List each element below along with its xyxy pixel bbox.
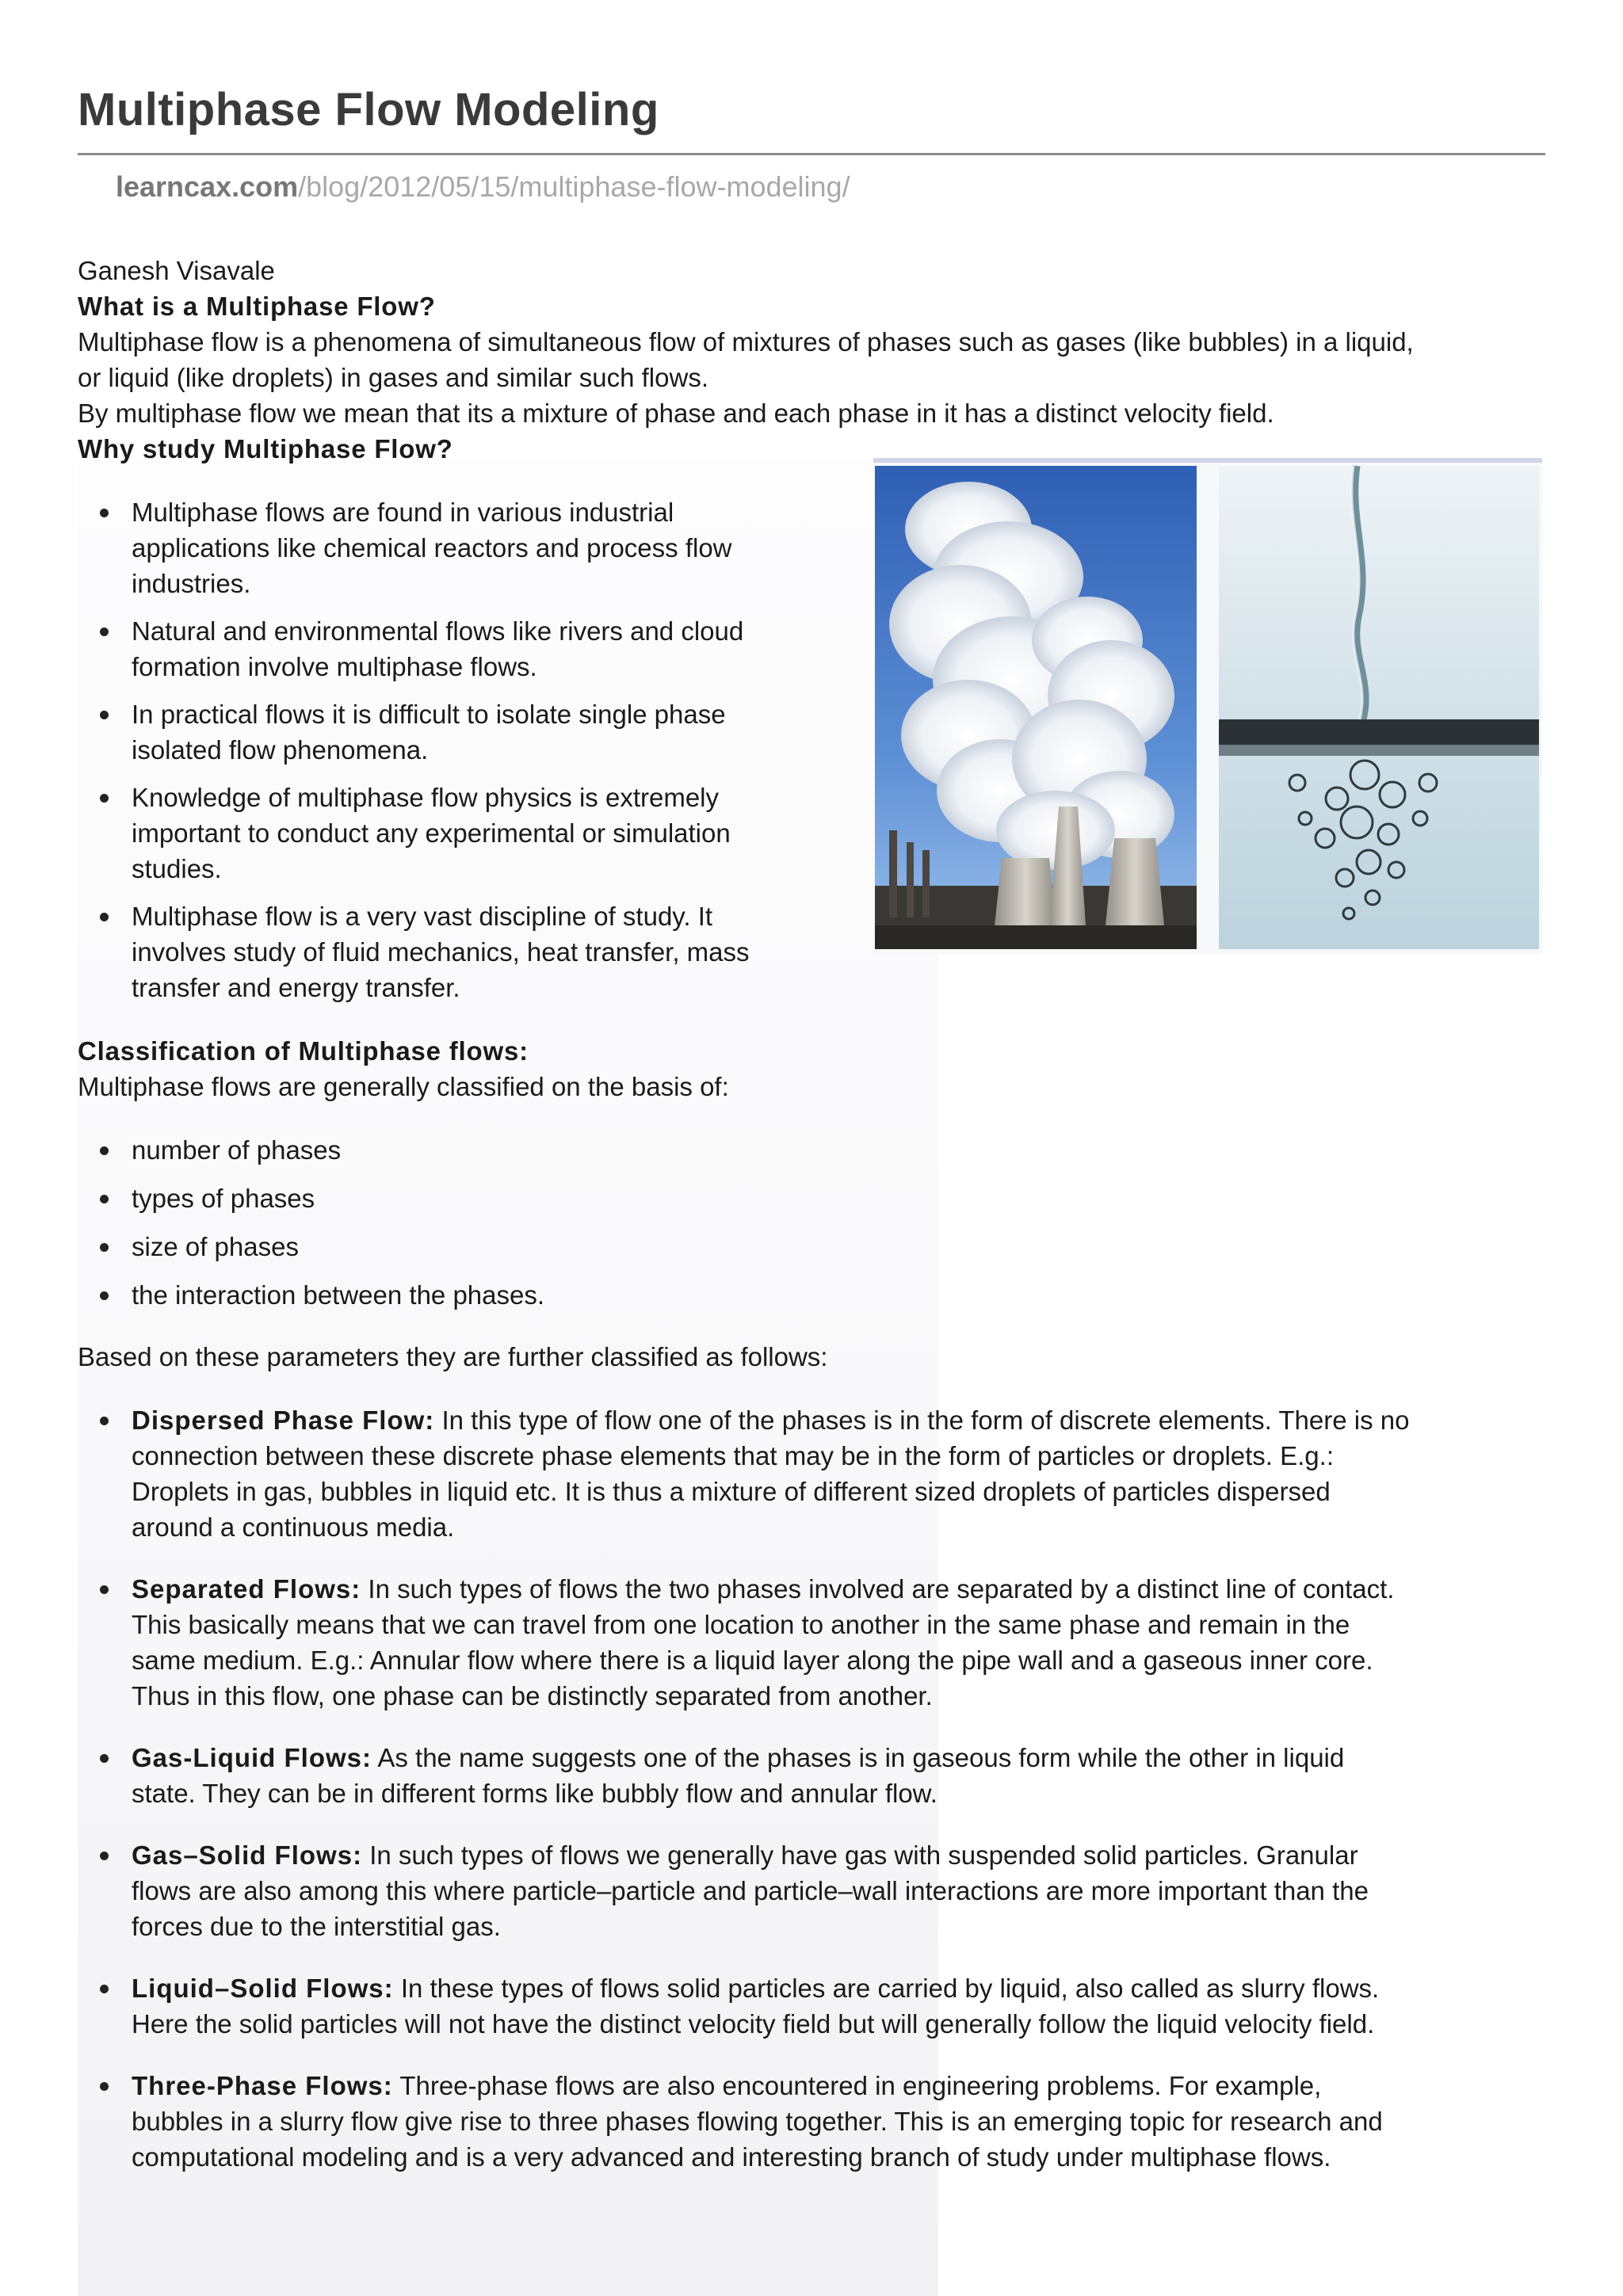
page-title: Multiphase Flow Modeling (78, 84, 659, 135)
item-text: As the name suggests one of the phases is in gaseous form while the other in liquid (372, 1743, 1345, 1772)
title-divider (78, 153, 1545, 155)
list-item-line: Multiphase flows are found in various industrial (132, 498, 674, 527)
heading-what-is: What is a Multiphase Flow? (78, 292, 436, 321)
item-text: bubbles in a slurry flow give rise to three phases flowing together. This is an emerging topic for research and (132, 2107, 1383, 2136)
item-text: In such types of flows we generally have gas with suspended solid particles. Granular (362, 1840, 1358, 1870)
item-label: Liquid–Solid Flows: (132, 1974, 394, 2003)
list-item (132, 1402, 1409, 1545)
item-label: Three-Phase Flows: (132, 2071, 393, 2100)
item-text: around a continuous media. (132, 1512, 455, 1542)
item-text: connection between these discrete phase elements that may be in the form of particles or droplets. E.g.: (132, 1441, 1335, 1470)
list-item: the interaction between the phases. (132, 1277, 544, 1313)
item-text: flows are also among this where particle–particle and particle–wall interactions are more important than the (132, 1876, 1369, 1905)
what-is-line: Multiphase flow is a phenomena of simultaneous flow of mixtures of phases such as gases (like bubbles) in a liquid, (78, 327, 1414, 357)
list-item (132, 494, 732, 601)
list-item-line: transfer and energy transfer. (132, 973, 460, 1002)
list-item-line: isolated flow phenomena. (132, 735, 429, 765)
classification-further: Based on these parameters they are further classified as follows: (78, 1342, 828, 1371)
item-text: In this type of flow one of the phases is in the form of discrete elements. There is no (434, 1405, 1410, 1435)
list-item (132, 1740, 1344, 1811)
item-text: Droplets in gas, bubbles in liquid etc. It is thus a mixture of different sized droplets of particles dispersed (132, 1477, 1331, 1506)
list-item (132, 696, 726, 768)
list-item-line: applications like chemical reactors and process flow (132, 533, 732, 563)
list-item: size of phases (132, 1229, 299, 1264)
item-text: This basically means that we can travel from one location to another in the same phase and remain in the (132, 1610, 1350, 1639)
list-item-line: important to conduct any experimental or simulation (132, 818, 731, 848)
item-text: computational modeling and is a very advanced and interesting branch of study under multiphase flows. (132, 2142, 1331, 2172)
list-item (132, 1837, 1369, 1944)
heading-classification: Classification of Multiphase flows: (78, 1036, 529, 1066)
list-item-line: In practical flows it is difficult to isolate single phase (132, 700, 726, 729)
list-item (132, 2068, 1383, 2175)
list-item-line: formation involve multiphase flows. (132, 652, 537, 681)
item-label: Gas–Solid Flows: (132, 1840, 363, 1870)
list-item-line: involves study of fluid mechanics, heat transfer, mass (132, 937, 750, 967)
classification-intro: Multiphase flows are generally classified on the basis of: (78, 1072, 729, 1101)
list-item (132, 1571, 1394, 1714)
list-item (132, 898, 750, 1005)
item-label: Dispersed Phase Flow: (132, 1405, 435, 1435)
item-text: same medium. E.g.: Annular flow where there is a liquid layer along the pipe wall and a gaseous inner core. (132, 1646, 1373, 1675)
cooling-towers-photo (875, 466, 1197, 949)
list-item-line: Natural and environmental flows like rivers and cloud (132, 616, 744, 646)
list-item-line: studies. (132, 854, 222, 883)
list-item (132, 1970, 1379, 2042)
author-name: Ganesh Visavale (78, 256, 275, 285)
list-item: types of phases (132, 1180, 315, 1216)
item-text: Three-phase flows are also encountered in engineering problems. For example, (392, 2071, 1322, 2100)
list-item-line: Multiphase flow is a very vast discipline of study. It (132, 902, 713, 931)
item-text: forces due to the interstitial gas. (132, 1912, 501, 1941)
list-item-line: Knowledge of multiphase flow physics is extremely (132, 783, 720, 812)
item-text: Here the solid particles will not have the distinct velocity field but will generally follow the liquid velocity field. (132, 2009, 1375, 2039)
item-text: state. They can be in different forms like bubbly flow and annular flow. (132, 1779, 938, 1808)
what-is-line: By multiphase flow we mean that its a mixture of phase and each phase in it has a distinct velocity field. (78, 399, 1274, 428)
item-text: In these types of flows solid particles are carried by liquid, also called as slurry flows. (393, 1974, 1380, 2003)
item-label: Separated Flows: (132, 1574, 361, 1604)
multiphase-flow-figure (873, 458, 1542, 954)
item-text: In such types of flows the two phases involved are separated by a distinct line of contact. (361, 1574, 1395, 1604)
list-item (132, 613, 743, 685)
bubbles-in-water-photo (1219, 466, 1539, 949)
list-item (132, 780, 731, 887)
item-label: Gas-Liquid Flows: (132, 1743, 372, 1772)
heading-why-study: Why study Multiphase Flow? (78, 434, 453, 463)
url-path[interactable]: /blog/2012/05/15/multiphase-flow-modeling/ (298, 170, 850, 203)
url-domain[interactable]: learncax.com (116, 170, 299, 203)
source-url[interactable] (116, 170, 850, 204)
list-item-line: industries. (132, 569, 251, 598)
item-text: Thus in this flow, one phase can be distinctly separated from another. (132, 1681, 933, 1711)
what-is-line: or liquid (like droplets) in gases and similar such flows. (78, 363, 708, 392)
list-item: number of phases (132, 1132, 341, 1168)
